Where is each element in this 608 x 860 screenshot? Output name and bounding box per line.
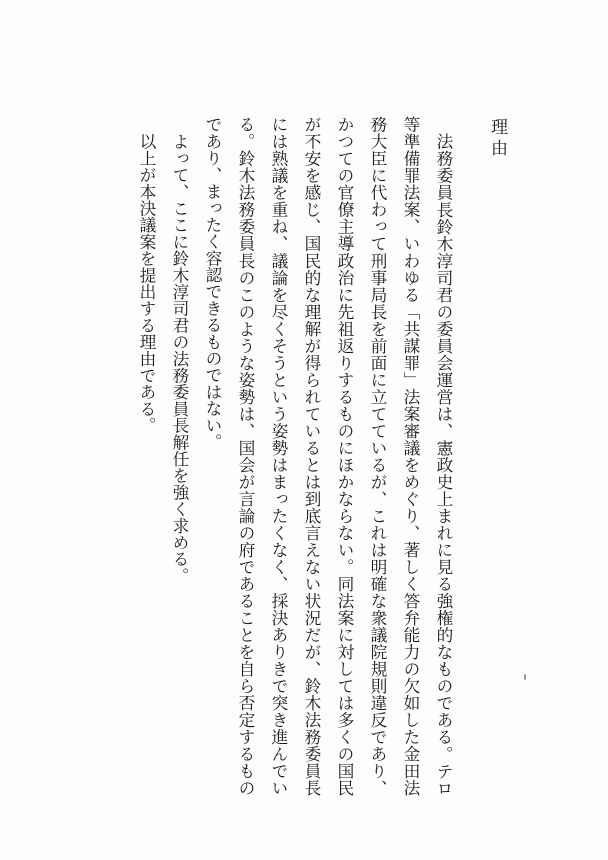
- scan-speck: [524, 674, 526, 680]
- body-text: [130, 116, 460, 796]
- paragraph-conclusion: 以上が本決議案を提出する理由である。: [137, 132, 157, 434]
- section-title: 理由: [487, 118, 507, 160]
- paragraph-demand: よって、ここに鈴木淳司君の法務委員長解任を強く求める。: [170, 132, 190, 584]
- paragraph-reason: 法務委員長鈴木淳司君の委員会運営は、憲政史上まれに見る強権的なものである。テロ等準備罪法案、いわゆる「共謀罪」法案審議をめぐり、著しく答弁能力の欠如した金田法務大臣に代わって刑事局長を前面に立てているが、これは明確な衆議院規則違反であり、かつての官僚主導政治に先祖返りするものにほかならない。同法案に対しては多くの国民が不安を感じ、国民的な理解が得られているとは到底言えない状況だが、鈴木法務委員長には熟議を重ね、議論を尽くそうという姿勢はまったくなく、採決ありきで突き進んでいる。鈴木法務委員長のこのような姿勢は、国会が言論の府であることを自ら否定するものであり、まったく容認できるものではない。: [203, 116, 454, 796]
